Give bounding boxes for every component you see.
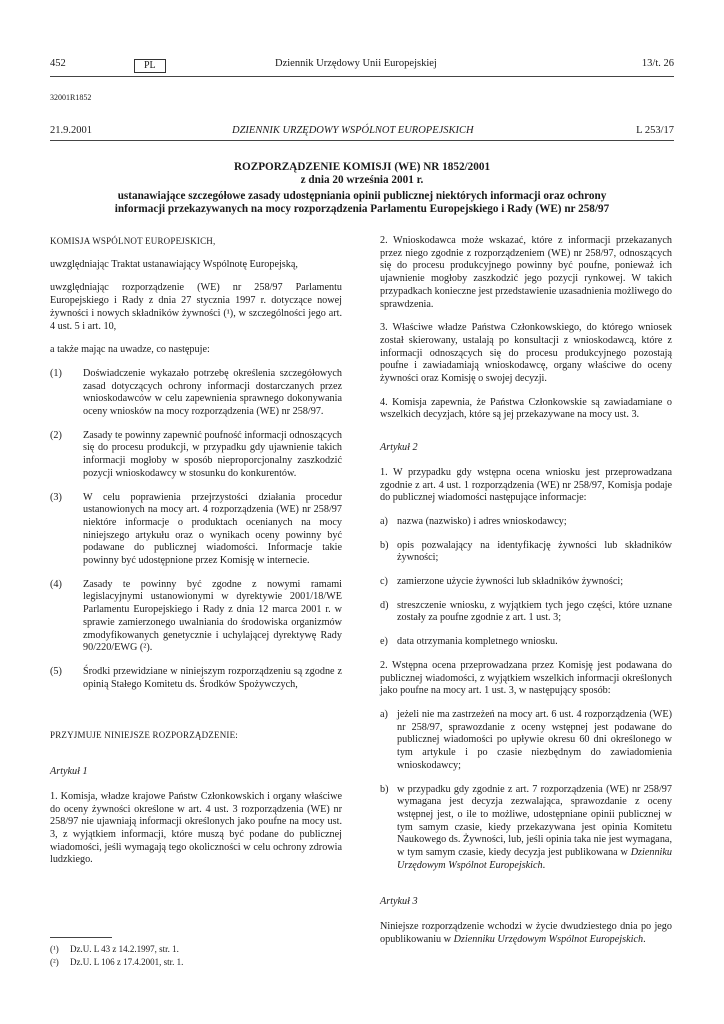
article-1-heading: Artykuł 1	[50, 766, 88, 778]
list-label: a)	[380, 515, 388, 527]
adoption-formula: PRZYJMUJE NINIEJSZE ROZPORZĄDZENIE:	[50, 730, 238, 741]
recital-number: (4)	[50, 578, 62, 590]
footnote-rule	[50, 937, 112, 938]
publication-date: 21.9.2001	[50, 125, 92, 136]
list-label: d)	[380, 599, 389, 611]
article-1-paragraph-3: 3. Właściwe władze Państwa Członkowskiego, do którego wniosek został skierowany, ustalają po konsultacji z wnioskodawcą, które z informacji odnoszących się do procesu produkcyjnego pozostają poufne i zawiadamiają wnioskodawcę, organy właściwe do oceny żywności oraz Komisję o swojej decyzji.	[380, 322, 672, 385]
list-item	[380, 576, 672, 589]
list-item	[380, 540, 672, 565]
regulation-subject-line2: informacji przekazywanych na mocy rozporządzenia Parlamentu Europejskiego i Rady (WE) nr 258/97	[114, 203, 610, 215]
celex-number: 32001R1852	[50, 93, 92, 102]
article-2-paragraph-2: 2. Wstępna ocena przeprowadzana przez Komisję jest podawana do publicznej wiadomości, z wyjątkiem wszelkich informacji określonych jako poufne na mocy art. 1 ust. 3, w następujący sposób:	[380, 659, 672, 697]
recital-number: (5)	[50, 665, 62, 677]
recital-1	[50, 368, 342, 419]
volume-number: 13/t. 26	[641, 58, 674, 69]
recital-text: Zasady te powinny zapewnić poufność informacji odnoszących się do procesu produkcji, w przypadku gdy ujawnienie takich informacji mogłoby w sposób nieproporcjonalny zaszkodzić pozycji wnioskodawcy w stosunku do konkurentów.	[83, 429, 342, 479]
recital-text: Środki przewidziane w niniejszym rozporządzeniu są zgodne z opinią Stałego Komitetu ds. Środków Spożywczych,	[83, 665, 342, 690]
oj-reference: L 253/17	[636, 125, 674, 136]
footnote-1	[50, 943, 179, 955]
list-text: nazwa (nazwisko) i adres wnioskodawcy;	[397, 515, 567, 527]
regulation-date: z dnia 20 września 2001 r.	[300, 174, 424, 186]
right-column	[380, 235, 672, 947]
title-rule	[50, 140, 674, 141]
language-badge: PL	[134, 59, 166, 73]
footnote-text: Dz.U. L 106 z 17.4.2001, str. 1.	[70, 957, 184, 967]
list-label: e)	[380, 636, 388, 648]
regulation-citation: uwzględniając rozporządzenie (WE) nr 258/97 Parlamentu Europejskiego i Rady z dnia 27 stycznia 1997 r. dotyczące nowej żywności i nowych składników żywności (¹), w szczególności jego art. 4 ust. 5 i art. 10,	[50, 282, 342, 332]
journal-title: DZIENNIK URZĘDOWY WSPÓLNOT EUROPEJSKICH	[232, 125, 474, 136]
article-3-main: Niniejsze rozporządzenie wchodzi w życie dwudziestego dnia po jego opublikowaniu w	[380, 921, 672, 945]
commission-heading: KOMISJA WSPÓLNOT EUROPEJSKICH,	[50, 236, 216, 246]
list-label: b)	[380, 539, 389, 551]
recital-2	[50, 430, 342, 481]
recital-number: (3)	[50, 491, 62, 503]
recital-3	[50, 492, 342, 568]
recital-4	[50, 579, 342, 655]
article-2-heading: Artykuł 2	[380, 442, 418, 454]
list-item	[380, 709, 672, 773]
footnote-text: Dz.U. L 43 z 14.2.1997, str. 1.	[70, 944, 179, 954]
article-2-paragraph-1: 1. W przypadku gdy wstępna ocena wniosku jest przeprowadzana zgodnie z art. 4 ust. 1 rozporządzenia (WE) nr 258/97, Komisja podaje do publicznej wiadomości następujące informacje:	[380, 466, 672, 504]
footnote-mark: (¹)	[50, 944, 59, 954]
left-column	[50, 235, 342, 867]
whereas-intro: a także mając na uwadze, co następuje:	[50, 344, 210, 356]
list-text: streszczenie wniosku, z wyjątkiem tych jego części, które uznane zostały za poufne zgodnie z art. 1 ust. 3;	[397, 599, 672, 624]
regulation-subject-line1: ustanawiające szczegółowe zasady udostępniania opinii publicznej niektórych informacji oraz ochrony	[117, 190, 607, 202]
list-text-end: .	[542, 859, 546, 871]
list-text: opis pozwalający na identyfikację żywności lub składników żywności;	[397, 539, 672, 564]
list-text: jeżeli nie ma zastrzeżeń na mocy art. 6 ust. 4 rozporządzenia (WE) nr 258/97, sprawozdanie z oceny wstępnej jest podawane do publicznej wiadomości po upływie okresu 60 dni określonego w tym artykule i po czasie niezbędnym do zawiadomienia wnioskodawcy;	[397, 708, 672, 771]
list-text-main: w przypadku gdy zgodnie z art. 7 rozporządzenia (WE) nr 258/97 wymagana jest decyzja zezwalająca, sprawozdanie z oceny wstępnej jest, o ile to możliwe, udostępniane opinii publicznej w tym samym czasie, kiedy przekazywana jest opinia Komitetu Naukowego ds. Żywności, lub, jeśli opinia taka nie jest wymagana, w tym samym czasie, kiedy decyzja jest publikowana w	[397, 783, 672, 859]
article-3-heading: Artykuł 3	[380, 896, 418, 908]
page-number: 452	[50, 58, 66, 69]
regulation-title: ROZPORZĄDZENIE KOMISJI (WE) NR 1852/2001	[233, 161, 491, 173]
treaty-citation: uwzględniając Traktat ustanawiający Wspólnotę Europejską,	[50, 258, 298, 270]
recital-number: (1)	[50, 367, 62, 379]
footnote-mark: (²)	[50, 957, 59, 967]
list-text: zamierzone użycie żywności lub składników żywności;	[397, 576, 624, 588]
recital-5	[50, 666, 342, 691]
recital-number: (2)	[50, 429, 62, 441]
recital-text: Zasady te powinny być zgodne z nowymi ramami legislacyjnymi ustanowionymi w dyrektywie 2001/18/WE Parlamentu Europejskiego i Rady z dnia 12 marca 2001 r. w sprawie zamierzonego uwalniania do środowiska organizmów zmodyfikowanych genetycznie i uchylającej dyrektywę Rady 90/220/EWG (²).	[83, 578, 342, 654]
list-text	[397, 784, 672, 873]
list-item	[380, 516, 672, 529]
article-3-end: .	[643, 933, 646, 945]
list-text: data otrzymania kompletnego wniosku.	[397, 636, 558, 648]
list-item	[380, 600, 672, 625]
article-1-paragraph-1: 1. Komisja, władze krajowe Państw Członkowskich i organy właściwe do oceny żywności określone w art. 4 ust. 3 rozporządzenia (WE) nr 258/97 nie ujawniają informacji określonych jako poufne na mocy ust. 3, z wyjątkiem informacji, które muszą być podane do publicznej wiadomości, jeśli wymagają tego okoliczności w celu ochrony zdrowia ludzkiego.	[50, 790, 342, 866]
article-1-paragraph-4: 4. Komisja zapewnia, że Państwa Członkowskie są zawiadamiane o wszelkich decyzjach, które są jej przekazywane na mocy ust. 3.	[380, 396, 672, 421]
recital-text: W celu poprawienia przejrzystości działania procedur ustanowionych na mocy art. 4 rozporządzenia (WE) nr 258/97 niektóre informacje o produktach ocenianych na mocy niniejszego artykułu oraz o wynikach oceny powinny być podawane do publicznej wiadomości. Informacje takie powinny być udostępnione przez Komisję w internecie.	[83, 491, 342, 567]
list-label: a)	[380, 708, 388, 720]
header-rule	[50, 76, 674, 77]
journal-reference: Dzienniku Urzędowym Wspólnot Europejskich	[453, 933, 644, 945]
list-label: b)	[380, 783, 389, 795]
recital-text: Doświadczenie wykazało potrzebę określenia szczegółowych zasad dotyczących ochrony informacji dostarczanych przez wnioskodawców w celu zapewnienia sprawnego dokonywania oceny wniosków na mocy rozporządzenia (WE) nr 258/97.	[83, 367, 342, 418]
journal-name: Dziennik Urzędowy Unii Europejskiej	[275, 58, 437, 69]
footnote-2	[50, 956, 183, 968]
list-item	[380, 636, 672, 649]
article-1-paragraph-2: 2. Wnioskodawca może wskazać, które z informacji przekazanych przez niego zgodnie z rozporządzeniem (WE) nr 258/97, odnoszących się do procesu produkcyjnego powinny być poufne, ponieważ ich ujawnienie mogłoby zaszkodzić jego pozycji rynkowej. W takich przypadkach konieczne jest przedstawienie uzasadnienia możliwego do sprawdzenia.	[380, 235, 672, 310]
list-label: c)	[380, 576, 388, 588]
article-3-text	[380, 921, 672, 946]
journal-reference: Dzienniku Urzędowym Wspólnot Europejskich	[397, 847, 672, 871]
list-item	[380, 784, 672, 873]
